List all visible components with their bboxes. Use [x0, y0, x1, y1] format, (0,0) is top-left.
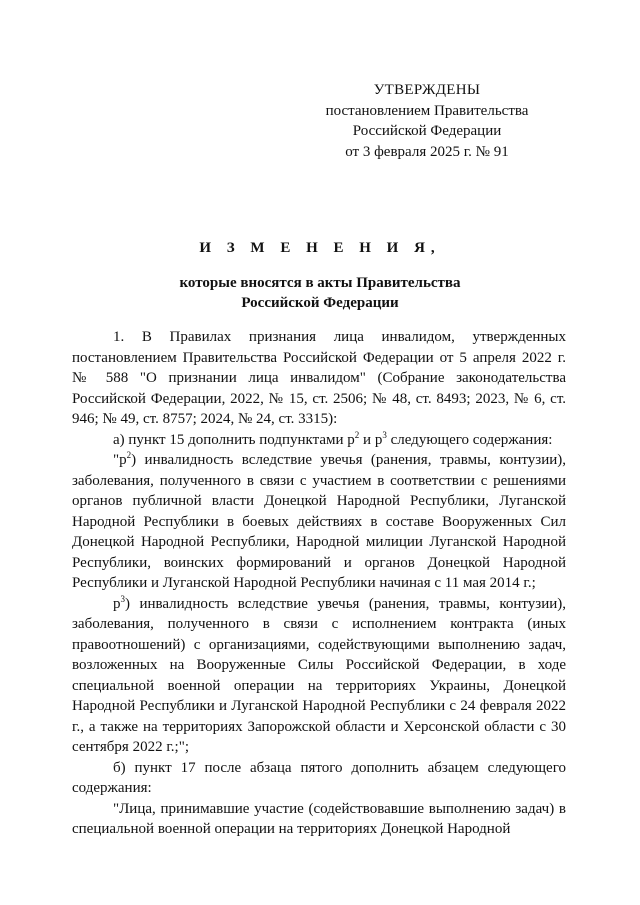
paragraph-5: б) пункт 17 после абзаца пятого дополнить абзацем следующего содержания: — [72, 759, 566, 796]
paragraph-3: "$р^2$) инвалидность вследствие увечья (ранения, травмы, контузии), заболевания, полученного в связи с участием в соответствии с решениями органов публичной власти Донецкой Народной Республики, Луганской Народной Республики в боевых действиях в составе Вооруженных Сил Донецкой Народной Республики, Народной милиции Луганской Народной Республики, воинских формирований и органов Донецкой Народной Республики и Луганской Народной Республики начиная с 11 мая 2014 г.; — [72, 450, 566, 591]
paragraph-6: "Лица, принимавшие участие (содействовавшие выполнению задач) в специальной военной операции на территориях Донецкой Народной — [72, 800, 566, 837]
paragraph-1: 1. В Правилах признания лица инвалидом, утвержденных постановлением Правительства Российской Федерации от 5 апреля 2022 г. № 588 "О признании лица инвалидом" (Собрание законодательства Российской Федерации, 2022, № 15, ст. 2506; № 48, ст. 8493; 2023, № 6, ст. 946; № 49, ст. 8757; 2024, № 24, ст. 3315): — [72, 329, 566, 427]
approval-title: УТВЕРЖДЕНЫ — [373, 82, 481, 98]
document-subtitle-line2: Российской Федерации — [241, 295, 399, 311]
document-heading — [0, 238, 640, 314]
approval-line-decree: постановлением Правительства — [325, 102, 529, 119]
approval-line-date: от 3 февраля 2025 г. № 91 — [345, 143, 509, 160]
approval-line-federation: Российской Федерации — [352, 123, 502, 139]
approval-block — [302, 80, 552, 162]
document-subtitle-line1: которые вносятся в акты Правительства — [179, 274, 461, 291]
paragraph-2: а) пункт 15 дополнить подпунктами $р^2$ и $р^3$ следующего содержания: — [113, 429, 553, 448]
document-title: И З М Е Н Е Н И Я, — [199, 240, 441, 256]
paragraph-4: $р^3$) инвалидность вследствие увечья (ранения, травмы, контузии), заболевания, полученного в связи с исполнением контракта (иных правоотношений) с организациями, содействующими выполнению задач, возложенных на Вооруженные Силы Российской Федерации, в ходе специальной военной операции на территориях Украины, Донецкой Народной Республики и Луганской Народной Республики с 24 февраля 2022 г., а также на территориях Запорожской области и Херсонской области с 30 сентября 2022 г.;"; — [72, 593, 566, 755]
document-body — [72, 327, 566, 840]
